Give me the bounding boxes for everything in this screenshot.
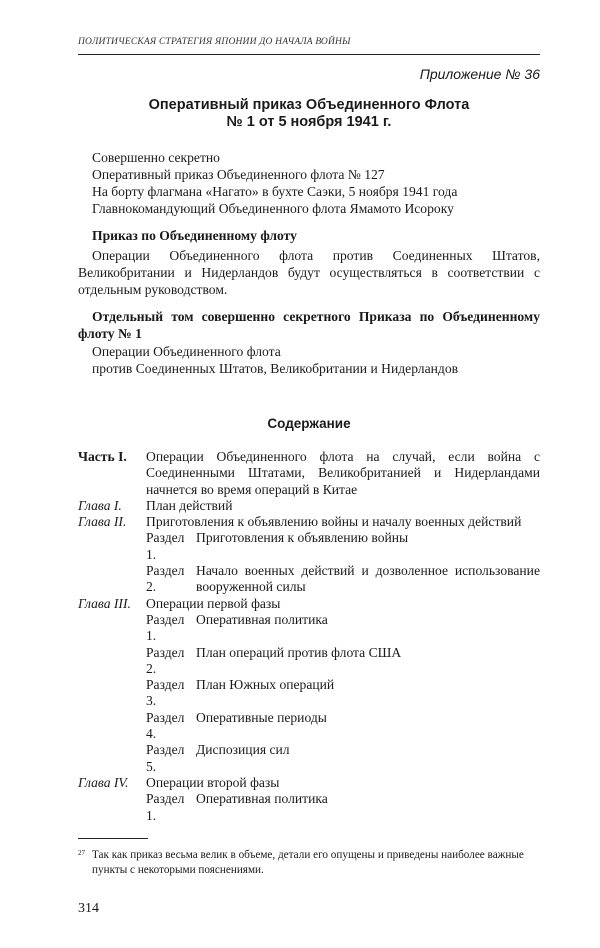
order-paragraph: Операции Объединенного флота против Соединенных Штатов, Великобритании и Нидерландов будут осуществляться в соответствии с отдельным руководством. xyxy=(78,248,540,297)
header-line: На борту флагмана «Нагато» в бухте Саэки, 5 ноября 1941 года xyxy=(92,184,458,199)
toc-text: План Южных операций xyxy=(196,677,335,693)
toc-label: Раздел 2. xyxy=(146,563,185,595)
header-rule xyxy=(78,54,540,55)
toc-section xyxy=(146,530,540,563)
toc-label: Раздел 5. xyxy=(146,742,185,774)
toc-section xyxy=(146,563,540,596)
footnote-rule xyxy=(78,838,148,839)
volume-line: против Соединенных Штатов, Великобритании и Нидерландов xyxy=(92,361,459,376)
order-header-lines xyxy=(92,149,540,217)
toc-chapter xyxy=(78,498,540,514)
toc-text: План действий xyxy=(146,497,233,513)
toc-label: Раздел 1. xyxy=(146,791,185,823)
toc-text: Приготовления к объявлению войны и началу военных действий xyxy=(146,514,522,530)
toc-label: Раздел 1. xyxy=(146,611,185,644)
volume-lines xyxy=(92,343,540,377)
toc-label: Глава I. xyxy=(78,497,122,513)
toc-text: Операции второй фазы xyxy=(146,774,280,790)
toc-label: Раздел 3. xyxy=(146,677,185,709)
appendix-label: Приложение № 36 xyxy=(419,66,540,82)
toc-chapter xyxy=(78,596,540,612)
volume-heading xyxy=(78,308,540,342)
title-line: № 1 от 5 ноября 1941 г. xyxy=(226,114,392,130)
toc-label: Глава II. xyxy=(78,514,127,530)
toc-text: Приготовления к объявлению войны xyxy=(196,530,409,546)
header-line: Главнокомандующий Объединенного флота Ямамото Исороку xyxy=(92,201,454,216)
volume-line: Операции Объединенного флота xyxy=(92,344,281,359)
order-heading: Приказ по Объединенному флоту xyxy=(92,228,297,243)
title-line: Оперативный приказ Объединенного Флота xyxy=(148,97,470,113)
table-of-contents xyxy=(78,449,540,824)
footnote-mark: 27 xyxy=(78,848,85,857)
toc-text: Оперативная политика xyxy=(196,611,328,627)
toc-text: Оперативные периоды xyxy=(196,709,327,725)
toc-part xyxy=(78,449,540,498)
footnote-text: Так как приказ весьма велик в объеме, детали его опущены и приведены наиболее важные пункты с некоторыми пояснениями. xyxy=(92,848,524,876)
toc-chapter xyxy=(78,514,540,530)
toc-text: Оперативная политика xyxy=(196,791,328,807)
toc-text: Начало военных действий и дозволенное использование вооруженной силы xyxy=(196,563,540,595)
toc-text: Операции Объединенного флота на случай, если война с Соединенными Штатами, Великобританией и Нидерландами начнется во время операций в Китае xyxy=(146,449,540,497)
header-line: Совершенно секретно xyxy=(92,150,220,165)
toc-text: Диспозиция сил xyxy=(196,742,290,758)
page-number: 314 xyxy=(78,900,99,916)
toc-text: План операций против флота США xyxy=(196,644,402,660)
toc-section xyxy=(146,612,540,645)
footnote xyxy=(78,848,540,878)
document-title xyxy=(78,97,540,131)
toc-section xyxy=(146,677,540,710)
volume-heading-text: Отдельный том совершенно секретного Приказа по Объединенному флоту № 1 xyxy=(78,309,540,341)
toc-section xyxy=(146,710,540,743)
order-text xyxy=(78,247,540,298)
toc-label: Раздел 1. xyxy=(146,530,185,562)
toc-label: Раздел 2. xyxy=(146,644,185,676)
contents-heading: Содержание xyxy=(267,416,351,431)
toc-section xyxy=(146,791,540,824)
toc-section xyxy=(146,645,540,678)
toc-label: Глава IV. xyxy=(78,774,129,790)
toc-label: Часть I. xyxy=(78,449,127,464)
toc-chapter xyxy=(78,775,540,791)
toc-section xyxy=(146,742,540,775)
toc-label: Глава III. xyxy=(78,595,131,611)
running-head: ПОЛИТИЧЕСКАЯ СТРАТЕГИЯ ЯПОНИИ ДО НАЧАЛА ВОЙНЫ xyxy=(78,37,351,47)
toc-text: Операции первой фазы xyxy=(146,595,281,611)
toc-label: Раздел 4. xyxy=(146,709,185,742)
header-line: Оперативный приказ Объединенного флота № 127 xyxy=(92,167,385,182)
